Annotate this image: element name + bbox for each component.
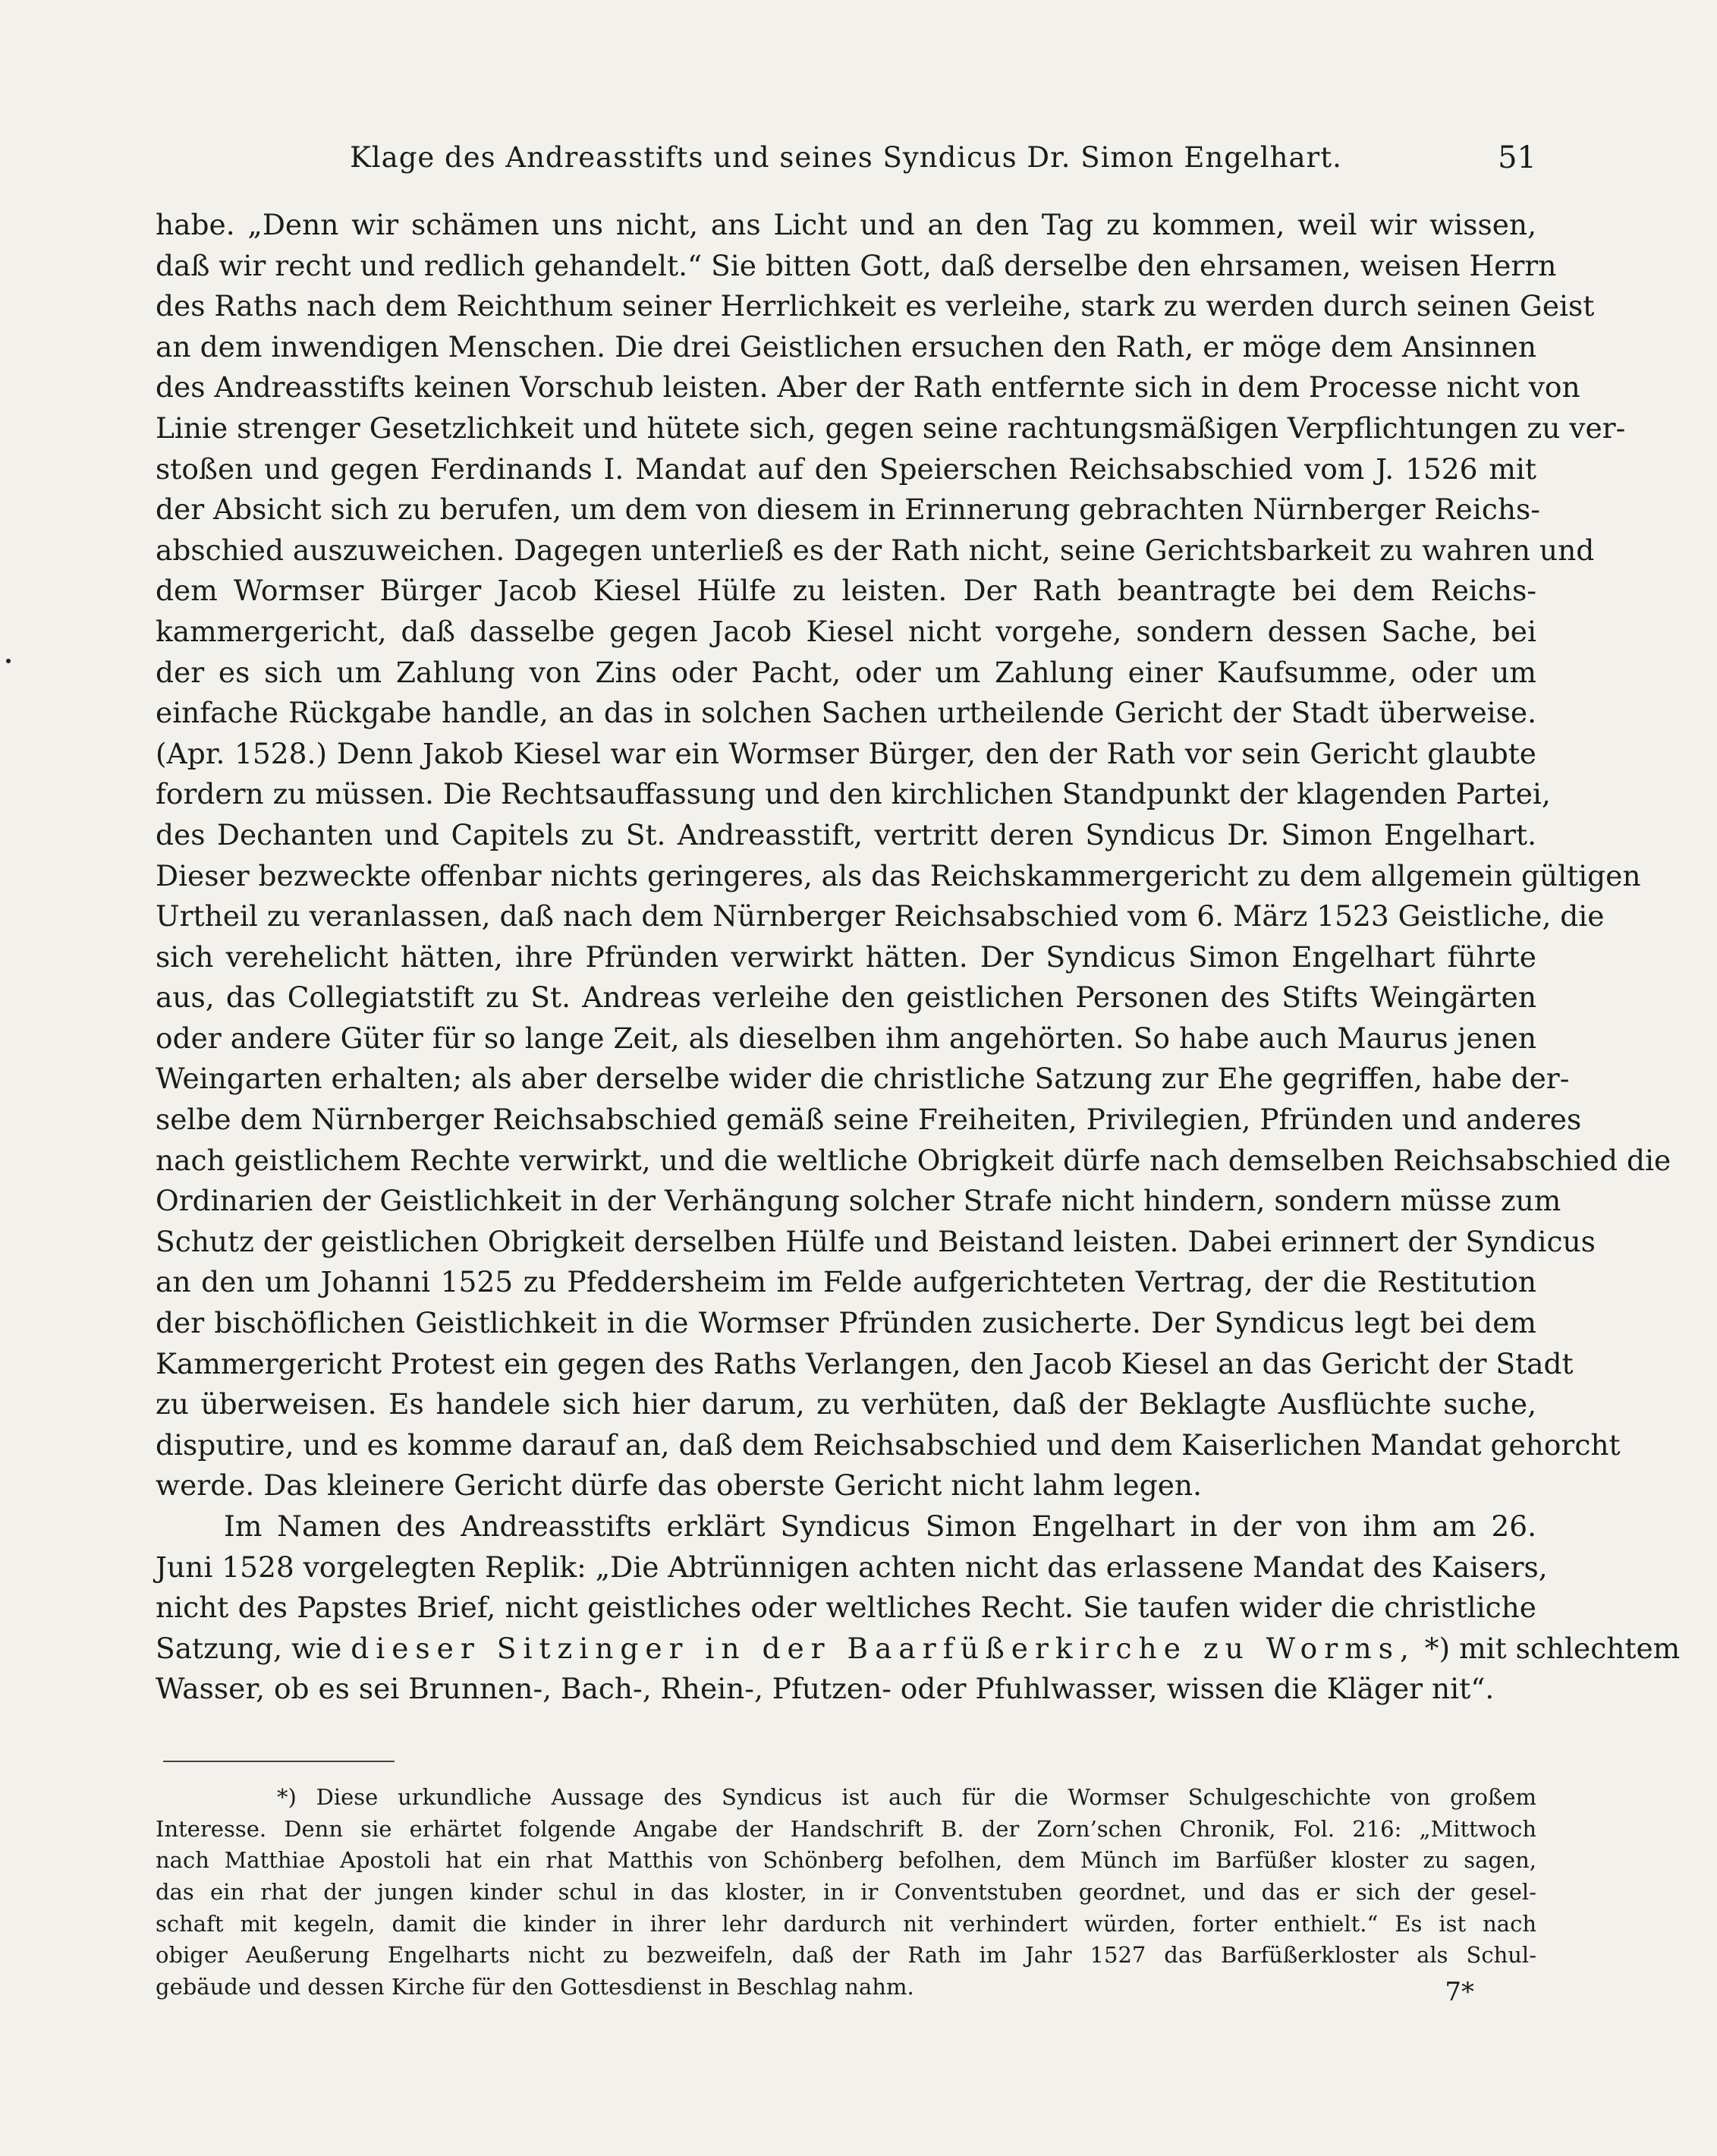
text-line: oder andere Güter für so lange Zeit, als dieselben ihm angehörten. So habe auch Maurus jenen xyxy=(156,1021,1536,1055)
running-title: Klage des Andreasstifts und seines Syndicus Dr. Simon Engelhart. xyxy=(350,141,1342,174)
text-line: stoßen und gegen Ferdinands I. Mandat auf den Speierschen Reichsabschied vom J. 1526 mit xyxy=(156,452,1536,486)
text-line: der Absicht sich zu berufen, um dem von diesem in Erinnerung gebrachten Nürnberger Reichs- xyxy=(156,493,1540,527)
footnote-line: schaft mit kegeln, damit die kinder in ihrer lehr dardurch nit verhindert würden, forter enthielt.“ Es ist nach xyxy=(156,1910,1536,1937)
footnote-line: das ein rhat der jungen kinder schul in das kloster, in ir Conventstuben geordnet, und das er sich der gesel- xyxy=(156,1879,1536,1906)
text-line: Wasser, ob es sei Brunnen-, Bach-, Rhein-, Pfutzen- oder Pfuhlwasser, wissen die Kläger nit“. xyxy=(156,1672,1495,1706)
text-line: disputire, und es komme darauf an, daß dem Reichsabschied und dem Kaiserlichen Mandat gehorcht xyxy=(156,1427,1621,1462)
text-line: der es sich um Zahlung von Zins oder Pacht, oder um Zahlung einer Kaufsumme, oder um xyxy=(156,655,1536,689)
text-line: Kammergericht Protest ein gegen des Raths Verlangen, den Jacob Kiesel an das Gericht der Stadt xyxy=(156,1346,1574,1380)
text-line: werde. Das kleinere Gericht dürfe das oberste Gericht nicht lahm legen. xyxy=(156,1468,1203,1503)
text-line-spaced xyxy=(156,1629,1681,1670)
body-text xyxy=(156,205,1681,1710)
text-line: Dieser bezweckte offenbar nichts geringeres, als das Reichskammergericht zu dem allgemein gültigen xyxy=(156,858,1641,892)
text-line: an den um Johanni 1525 zu Pfeddersheim im Felde aufgerichteten Vertrag, der die Restitution xyxy=(156,1265,1536,1299)
text-line: fordern zu müssen. Die Rechtsauffassung und den kirchlichen Standpunkt der klagenden Partei, xyxy=(156,777,1551,811)
text-line: (Apr. 1528.) Denn Jakob Kiesel war ein Wormser Bürger, den der Rath vor sein Gericht glaubte xyxy=(156,736,1536,770)
text-line: Urtheil zu veranlassen, daß nach dem Nürnberger Reichsabschied vom 6. März 1523 Geistliche, die xyxy=(156,899,1605,933)
footnote-line: Interesse. Denn sie erhärtet folgende Angabe der Handschrift B. der Zorn’schen Chronik, Fol. 216: „Mittwoch xyxy=(156,1815,1536,1842)
text-line: kammergericht, daß dasselbe gegen Jacob Kiesel nicht vorgehe, sondern dessen Sache, bei xyxy=(156,614,1536,648)
text-line: abschied auszuweichen. Dagegen unterließ es der Rath nicht, seine Gerichtsbarkeit zu wahren und xyxy=(156,533,1595,567)
footnote-line: *) Diese urkundliche Aussage des Syndicus ist auch für die Wormser Schulgeschichte von großem xyxy=(277,1784,1536,1810)
text-fragment: Satzung, wie xyxy=(156,1631,342,1665)
text-line: dem Wormser Bürger Jacob Kiesel Hülfe zu leisten. Der Rath beantragte bei dem Reichs- xyxy=(156,574,1536,608)
text-line: selbe dem Nürnberger Reichsabschied gemäß seine Freiheiten, Privilegien, Pfründen und anderes xyxy=(156,1103,1582,1137)
text-line: an dem inwendigen Menschen. Die drei Geistlichen ersuchen den Rath, er möge dem Ansinnen xyxy=(156,329,1536,364)
text-line: Schutz der geistlichen Obrigkeit derselben Hülfe und Beistand leisten. Dabei erinnert der Syndicus xyxy=(156,1224,1596,1258)
text-line: des Andreasstifts keinen Vorschub leisten. Aber der Rath entfernte sich in dem Processe nicht von xyxy=(156,370,1580,404)
text-line: daß wir recht und redlich gehandelt.“ Sie bitten Gott, daß derselbe den ehrsamen, weisen Herrn xyxy=(156,248,1557,282)
signature-mark: 7* xyxy=(1445,1977,1474,2007)
text-line: Linie strenger Gesetzlichkeit und hütete sich, gegen seine rachtungsmäßigen Verpflichtungen zu ver- xyxy=(156,411,1626,445)
text-line: habe. „Denn wir schämen uns nicht, ans Licht und an den Tag zu kommen, weil wir wissen, xyxy=(156,208,1536,241)
text-line: sich verehelicht hätten, ihre Pfründen verwirkt hätten. Der Syndicus Simon Engelhart führte xyxy=(156,940,1536,974)
text-line: nach geistlichem Rechte verwirkt, und die weltliche Obrigkeit dürfe nach demselben Reichsabschied die xyxy=(156,1143,1671,1177)
text-line: Ordinarien der Geistlichkeit in der Verhängung solcher Strafe nicht hindern, sondern müsse zum xyxy=(156,1184,1561,1218)
footnote-reference: *) mit schlechtem xyxy=(1424,1631,1681,1665)
text-line: aus, das Collegiatstift zu St. Andreas verleihe den geistlichen Personen des Stifts Weingärten xyxy=(156,980,1536,1015)
text-line: der bischöflichen Geistlichkeit in die Wormser Pfründen zusicherte. Der Syndicus legt bei dem xyxy=(156,1306,1536,1340)
footnote-block xyxy=(156,1782,1536,2003)
text-line: zu überweisen. Es handele sich hier darum, zu verhüten, daß der Beklagte Ausflüchte suche, xyxy=(156,1387,1536,1421)
footnote-line: obiger Aeußerung Engelharts nicht zu bezweifeln, daß der Rath im Jahr 1527 das Barfüßerkloster als Schul- xyxy=(156,1942,1536,1969)
footnote-line: nach Matthiae Apostoli hat ein rhat Matthis von Schönberg befolhen, dem Münch im Barfüßer kloster zu sagen, xyxy=(156,1847,1536,1874)
text-line: einfache Rückgabe handle, an das in solchen Sachen urtheilende Gericht der Stadt überweise. xyxy=(156,696,1536,730)
footnote-separator xyxy=(163,1761,395,1762)
text-line: nicht des Papstes Brief, nicht geistliches oder weltliches Recht. Sie taufen wider die christliche xyxy=(156,1591,1536,1625)
spaced-emphasis: dieser Sitzinger in der Baarfüßerkirche zu Worms, xyxy=(351,1631,1416,1665)
paragraph-first-line: Im Namen des Andreasstifts erklärt Syndicus Simon Engelhart in der von ihm am 26. xyxy=(224,1509,1536,1543)
page-number: 51 xyxy=(1498,140,1536,175)
edge-dot xyxy=(6,659,11,663)
text-line: des Dechanten und Capitels zu St. Andreasstift, vertritt deren Syndicus Dr. Simon Engelhart. xyxy=(156,817,1536,851)
text-line: Juni 1528 vorgelegten Replik: „Die Abtrünnigen achten nicht das erlassene Mandat des Kaisers, xyxy=(156,1550,1548,1584)
text-line: des Raths nach dem Reichthum seiner Herrlichkeit es verleihe, stark zu werden durch seinen Geist xyxy=(156,289,1595,323)
footnote-line: gebäude und dessen Kirche für den Gottesdienst in Beschlag nahm. xyxy=(156,1974,914,2000)
text-line: Weingarten erhalten; als aber derselbe wider die christliche Satzung zur Ehe gegriffen, habe der- xyxy=(156,1062,1570,1096)
page-header xyxy=(156,135,1536,181)
